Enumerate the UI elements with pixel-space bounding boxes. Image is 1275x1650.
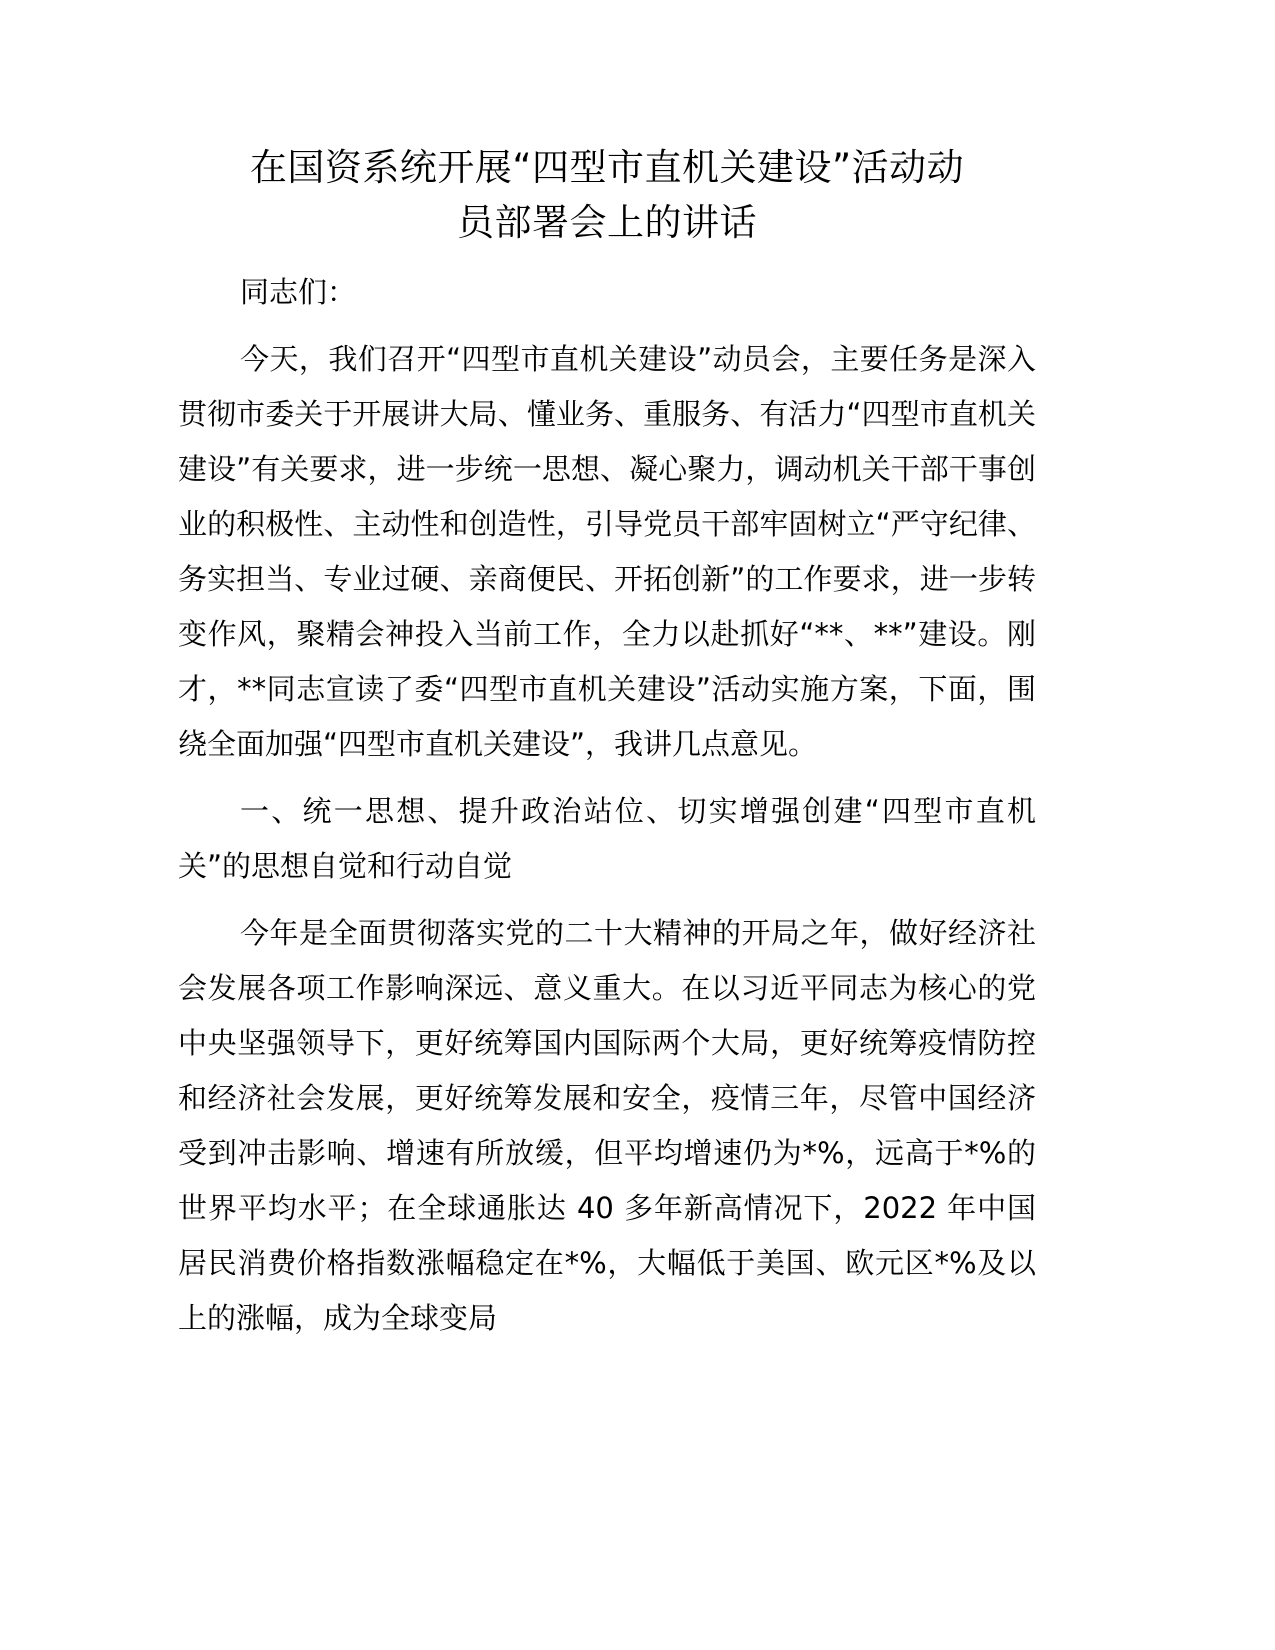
paragraph-context: 今年是全面贯彻落实党的二十大精神的开局之年，做好经济社会发展各项工作影响深远、意义重大。在以习近平同志为核心的党中央坚强领导下，更好统筹国内国际两个大局，更好统筹疫情防控和经济社会发展，更好统筹发展和安全，疫情三年，尽管中国经济受到冲击影响、增速有所放缓，但平均增速仍为*%，远高于*%的世界平均水平；在全球通胀达 40 多年新高情况下，2022 年中国居民消费价格指数涨幅稳定在*%，大幅低于美国、欧元区*%及以上的涨幅，成为全球变局 [178, 916, 1036, 1335]
paragraph-opening: 今天，我们召开“四型市直机关建设”动员会，主要任务是深入贯彻市委关于开展讲大局、懂业务、重服务、有活力“四型市直机关建设”有关要求，进一步统一思想、凝心聚力，调动机关干部干事创业的积极性、主动性和创造性，引导党员干部牢固树立“严守纪律、务实担当、专业过硬、亲商便民、开拓创新”的工作要求，进一步转变作风，聚精会神投入当前工作，全力以赴抓好“**、**”建设。刚才，**同志宣读了委“四型市直机关建设”活动实施方案，下面，围绕全面加强“四型市直机关建设”，我讲几点意见。 [178, 342, 1036, 761]
title-line-2: 员部署会上的讲话 [457, 201, 757, 244]
document-page [178, 140, 1036, 1346]
section-heading-1: 一、统一思想、提升政治站位、切实增强创建“四型市直机关”的思想自觉和行动自觉 [178, 794, 1036, 883]
title-line-1: 在国资系统开展“四型市直机关建设”活动动 [249, 146, 965, 189]
document-title [178, 140, 1036, 250]
greeting: 同志们： [240, 275, 357, 309]
